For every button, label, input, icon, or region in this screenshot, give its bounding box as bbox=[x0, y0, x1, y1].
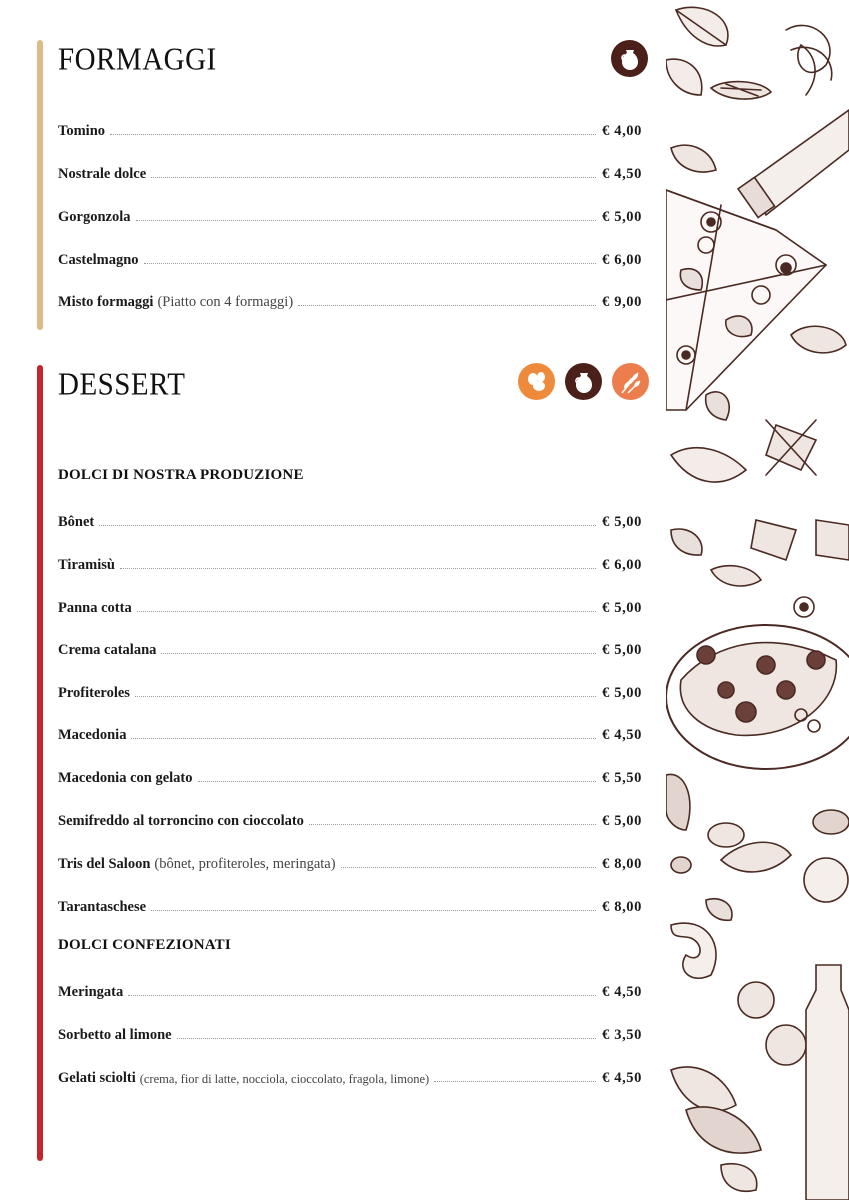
dot-leader bbox=[151, 910, 596, 911]
menu-item: Meringata € 4,50 bbox=[58, 984, 642, 1000]
price: € 5,00 bbox=[602, 514, 642, 530]
dot-leader bbox=[341, 867, 597, 868]
allergen-icons-dessert bbox=[518, 363, 649, 400]
price: € 6,00 bbox=[602, 557, 642, 573]
dot-leader bbox=[198, 781, 597, 782]
dot-leader bbox=[161, 653, 596, 654]
price: € 5,00 bbox=[602, 813, 642, 829]
dot-leader bbox=[120, 568, 596, 569]
price: € 5,00 bbox=[602, 642, 642, 658]
price: € 4,50 bbox=[602, 984, 642, 1000]
menu-item: Panna cotta € 5,00 bbox=[58, 600, 642, 616]
wheat-icon bbox=[612, 363, 649, 400]
dot-leader bbox=[144, 263, 597, 264]
menu-item: Gorgonzola € 5,00 bbox=[58, 209, 642, 225]
dot-leader bbox=[177, 1038, 597, 1039]
price: € 5,00 bbox=[602, 209, 642, 225]
dot-leader bbox=[131, 738, 596, 739]
dot-leader bbox=[136, 220, 597, 221]
menu-item: Tarantaschese € 8,00 bbox=[58, 899, 642, 915]
allergen-icons-formaggi bbox=[611, 40, 648, 77]
dot-leader bbox=[99, 525, 596, 526]
section-title-dessert: DESSERT bbox=[58, 367, 186, 403]
menu-item: Macedonia con gelato € 5,50 bbox=[58, 770, 642, 786]
menu-item: Castelmagno € 6,00 bbox=[58, 252, 642, 268]
menu-item: Tiramisù € 6,00 bbox=[58, 557, 642, 573]
menu-item: Profiteroles € 5,00 bbox=[58, 685, 642, 701]
dot-leader bbox=[128, 995, 596, 996]
dot-leader bbox=[151, 177, 596, 178]
milk-jug-icon bbox=[611, 40, 648, 77]
food-illustration-strip bbox=[666, 0, 849, 1200]
menu-item: Gelati sciolti (crema, fior di latte, nocciola, cioccolato, fragola, limone) € 4,50 bbox=[58, 1070, 642, 1086]
menu-item: Macedonia € 4,50 bbox=[58, 727, 642, 743]
subheading-dolci-nostra-produzione: DOLCI DI NOSTRA PRODUZIONE bbox=[58, 467, 304, 483]
price: € 4,50 bbox=[602, 166, 642, 182]
price: € 4,50 bbox=[602, 1070, 642, 1086]
eggs-icon bbox=[518, 363, 555, 400]
price: € 8,00 bbox=[602, 899, 642, 915]
dot-leader bbox=[298, 305, 596, 306]
dessert-accent-bar bbox=[37, 365, 43, 1161]
price: € 5,50 bbox=[602, 770, 642, 786]
subheading-dolci-confezionati: DOLCI CONFEZIONATI bbox=[58, 937, 231, 953]
menu-item: Tris del Saloon (bônet, profiteroles, meringata) € 8,00 bbox=[58, 856, 642, 872]
menu-item: Semifreddo al torroncino con cioccolato € 5,00 bbox=[58, 813, 642, 829]
price: € 4,50 bbox=[602, 727, 642, 743]
price: € 9,00 bbox=[602, 294, 642, 310]
section-title-formaggi: FORMAGGI bbox=[58, 42, 217, 78]
formaggi-accent-bar bbox=[37, 40, 43, 330]
dot-leader bbox=[309, 824, 596, 825]
item-description: (Piatto con 4 formaggi) bbox=[157, 294, 294, 310]
price: € 4,00 bbox=[602, 123, 642, 139]
milk-jug-icon bbox=[565, 363, 602, 400]
menu-item: Bônet € 5,00 bbox=[58, 514, 642, 530]
item-description: (bônet, profiteroles, meringata) bbox=[154, 856, 336, 872]
price: € 6,00 bbox=[602, 252, 642, 268]
menu-item: Nostrale dolce € 4,50 bbox=[58, 166, 642, 182]
menu-item: Crema catalana € 5,00 bbox=[58, 642, 642, 658]
dot-leader bbox=[137, 611, 596, 612]
price: € 3,50 bbox=[602, 1027, 642, 1043]
menu-item: Misto formaggi (Piatto con 4 formaggi) € 9,00 bbox=[58, 294, 642, 310]
menu-item: Tomino € 4,00 bbox=[58, 123, 642, 139]
dot-leader bbox=[434, 1081, 596, 1082]
price: € 5,00 bbox=[602, 600, 642, 616]
dot-leader bbox=[135, 696, 596, 697]
dot-leader bbox=[110, 134, 596, 135]
price: € 5,00 bbox=[602, 685, 642, 701]
menu-item: Sorbetto al limone € 3,50 bbox=[58, 1027, 642, 1043]
item-description: (crema, fior di latte, nocciola, cioccolato, fragola, limone) bbox=[139, 1072, 430, 1086]
price: € 8,00 bbox=[602, 856, 642, 872]
